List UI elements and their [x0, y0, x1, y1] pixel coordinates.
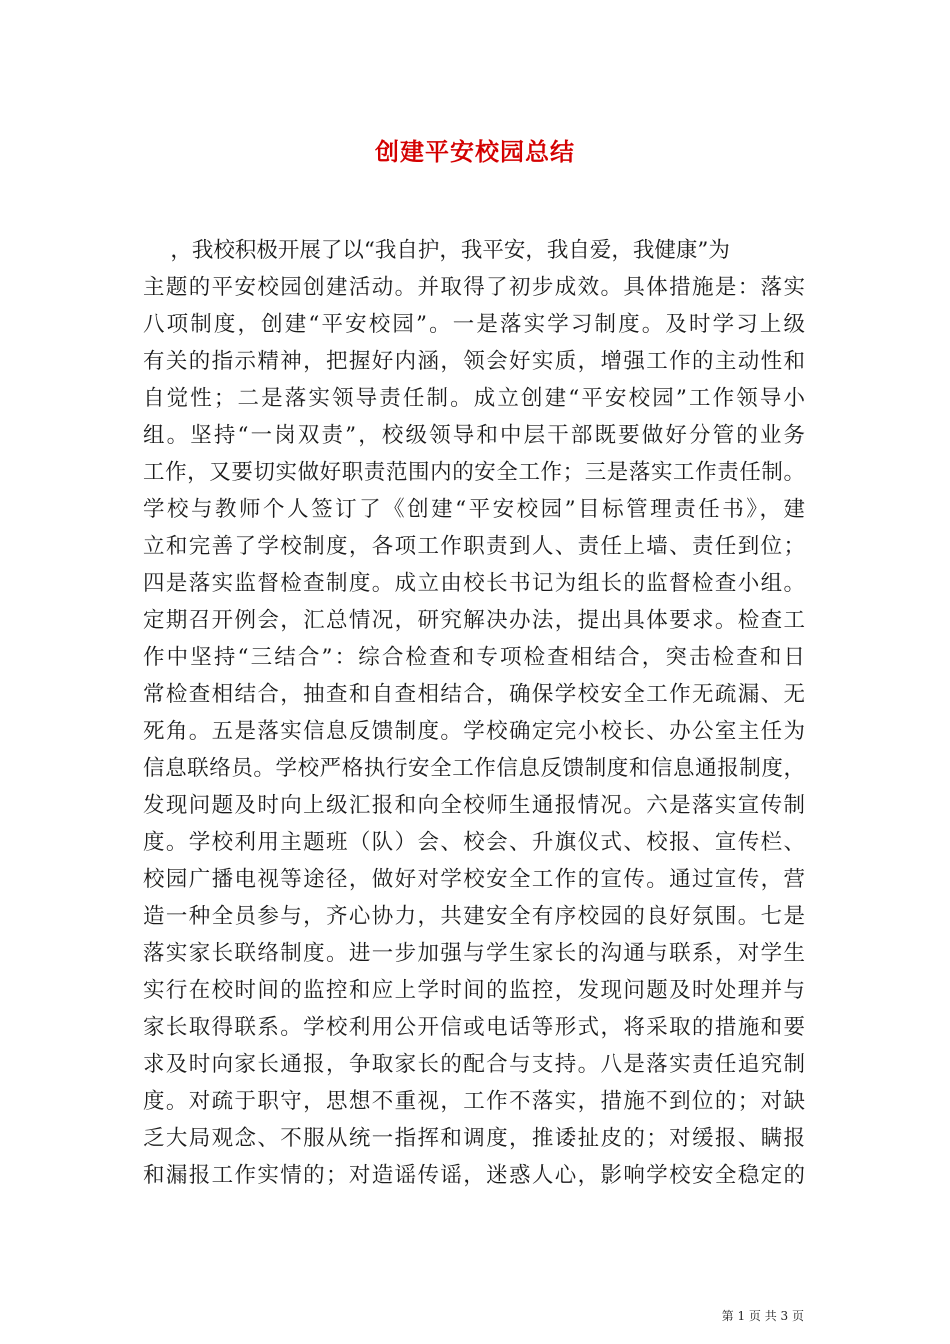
body-line: 度。学校利用主题班（队）会、校会、升旗仪式、校报、宣传栏、: [143, 830, 805, 855]
body-line: 落实家长联络制度。进一步加强与学生家长的沟通与联系，对学生: [143, 941, 805, 966]
body-line: 度。对疏于职守，思想不重视，工作不落实，措施不到位的；对缺: [143, 1089, 805, 1114]
body-line: 常检查相结合，抽查和自查相结合，确保学校安全工作无疏漏、无: [143, 682, 805, 707]
body-line: 定期召开例会，汇总情况，研究解决办法，提出具体要求。检查工: [143, 608, 805, 633]
document-body: [143, 232, 805, 1194]
body-line: 学校与教师个人签订了《创建“平安校园”目标管理责任书》，建: [143, 497, 805, 522]
body-line: 组。坚持“一岗双责”，校级领导和中层干部既要做好分管的业务: [143, 423, 805, 448]
body-line: 信息联络员。学校严格执行安全工作信息反馈制度和信息通报制度，: [143, 756, 805, 781]
body-line: 工作，又要切实做好职责范围内的安全工作；三是落实工作责任制。: [143, 460, 805, 485]
body-line: 作中坚持“三结合”：综合检查和专项检查相结合，突击检查和日: [143, 645, 805, 670]
body-line: 校园广播电视等途径，做好对学校安全工作的宣传。通过宣传，营: [143, 867, 805, 892]
document-title: 创建平安校园总结: [375, 137, 575, 166]
body-line: 家长取得联系。学校利用公开信或电话等形式，将采取的措施和要: [143, 1015, 805, 1040]
body-line: 和漏报工作实情的；对造谣传谣，迷惑人心，影响学校安全稳定的: [143, 1163, 805, 1188]
body-line: 发现问题及时向上级汇报和向全校师生通报情况。六是落实宣传制: [143, 793, 805, 818]
body-line: 立和完善了学校制度，各项工作职责到人、责任上墙、责任到位；: [143, 534, 805, 559]
body-line: 八项制度，创建“平安校园”。一是落实学习制度。及时学习上级: [143, 312, 805, 337]
body-line: 造一种全员参与，齐心协力，共建安全有序校园的良好氛围。七是: [143, 904, 805, 929]
body-line: 四是落实监督检查制度。成立由校长书记为组长的监督检查小组。: [143, 571, 805, 596]
body-line: ，我校积极开展了以“我自护，我平安，我自爱，我健康”为: [143, 238, 730, 263]
body-line: 实行在校时间的监控和应上学时间的监控，发现问题及时处理并与: [143, 978, 805, 1003]
body-line: 求及时向家长通报，争取家长的配合与支持。八是落实责任追究制: [143, 1052, 805, 1077]
body-line: 自觉性；二是落实领导责任制。成立创建“平安校园”工作领导小: [143, 386, 805, 411]
body-line: 死角。五是落实信息反馈制度。学校确定完小校长、办公室主任为: [143, 719, 805, 744]
body-line: 有关的指示精神，把握好内涵，领会好实质，增强工作的主动性和: [143, 349, 805, 374]
body-line: 乏大局观念、不服从统一指挥和调度，推诿扯皮的；对缓报、瞒报: [143, 1126, 805, 1151]
body-line: 主题的平安校园创建活动。并取得了初步成效。具体措施是：落实: [143, 275, 805, 300]
page-footer: 第 1 页 共 3 页: [721, 1309, 804, 1323]
